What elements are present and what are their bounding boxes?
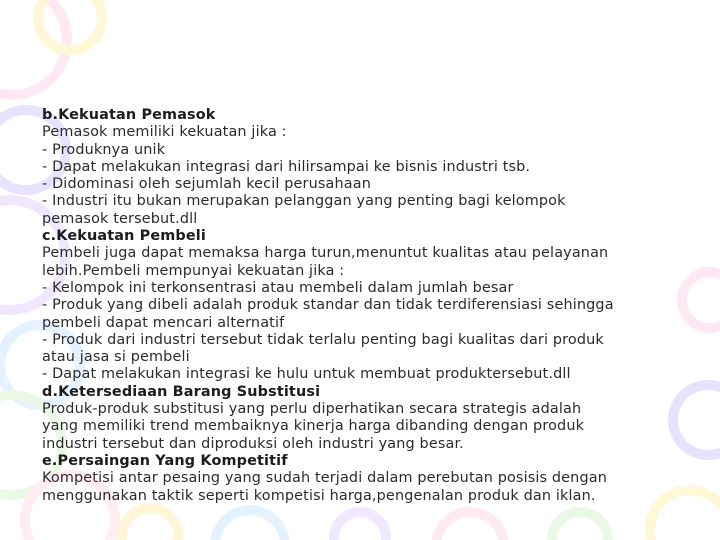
body-line: menggunakan taktik seperti kompetisi harga,pengenalan produk dan iklan.: [42, 487, 596, 504]
body-line: Produk-produk substitusi yang perlu diperhatikan secara strategis adalah: [42, 401, 582, 418]
body-line: pembeli dapat mencari alternatif: [42, 314, 285, 331]
body-line: atau jasa si pembeli: [42, 349, 190, 366]
section-heading: b.Kekuatan Pemasok: [42, 107, 216, 123]
slide-body: [42, 107, 692, 505]
body-line: - Produk yang dibeli adalah produk standar dan tidak terdiferensiasi sehingga: [42, 297, 614, 314]
body-line: pemasok tersebut.dll: [42, 210, 198, 227]
body-line: yang memiliki trend membaiknya kinerja harga dibanding dengan produk: [42, 418, 585, 435]
body-line: Kompetisi antar pesaing yang sudah terjadi dalam perebutan posisis dengan: [42, 470, 607, 487]
section-heading: d.Ketersediaan Barang Substitusi: [42, 383, 321, 400]
body-line: Pemasok memiliki kekuatan jika :: [42, 124, 287, 141]
body-line: Pembeli juga dapat memaksa harga turun,menuntut kualitas atau pelayanan: [42, 245, 609, 262]
body-line: - Dapat melakukan integrasi ke hulu untuk membuat produktersebut.dll: [42, 366, 571, 383]
body-line: - Didominasi oleh sejumlah kecil perusahaan: [42, 176, 371, 193]
body-line: - Produknya unik: [42, 141, 166, 158]
section-heading: e.Persaingan Yang Kompetitif: [42, 452, 288, 469]
body-line: industri tersebut dan diproduksi oleh industri yang besar.: [42, 435, 464, 452]
body-line: - Kelompok ini terkonsentrasi atau membeli dalam jumlah besar: [42, 279, 514, 296]
body-line: - Produk dari industri tersebut tidak terlalu penting bagi kualitas dari produk: [42, 331, 604, 348]
body-line: - Industri itu bukan merupakan pelanggan yang penting bagi kelompok: [42, 193, 566, 210]
section-heading: c.Kekuatan Pembeli: [42, 228, 206, 245]
body-line: lebih.Pembeli mempunyai kekuatan jika :: [42, 262, 345, 279]
body-line: - Dapat melakukan integrasi dari hilirsampai ke bisnis industri tsb.: [42, 158, 531, 175]
